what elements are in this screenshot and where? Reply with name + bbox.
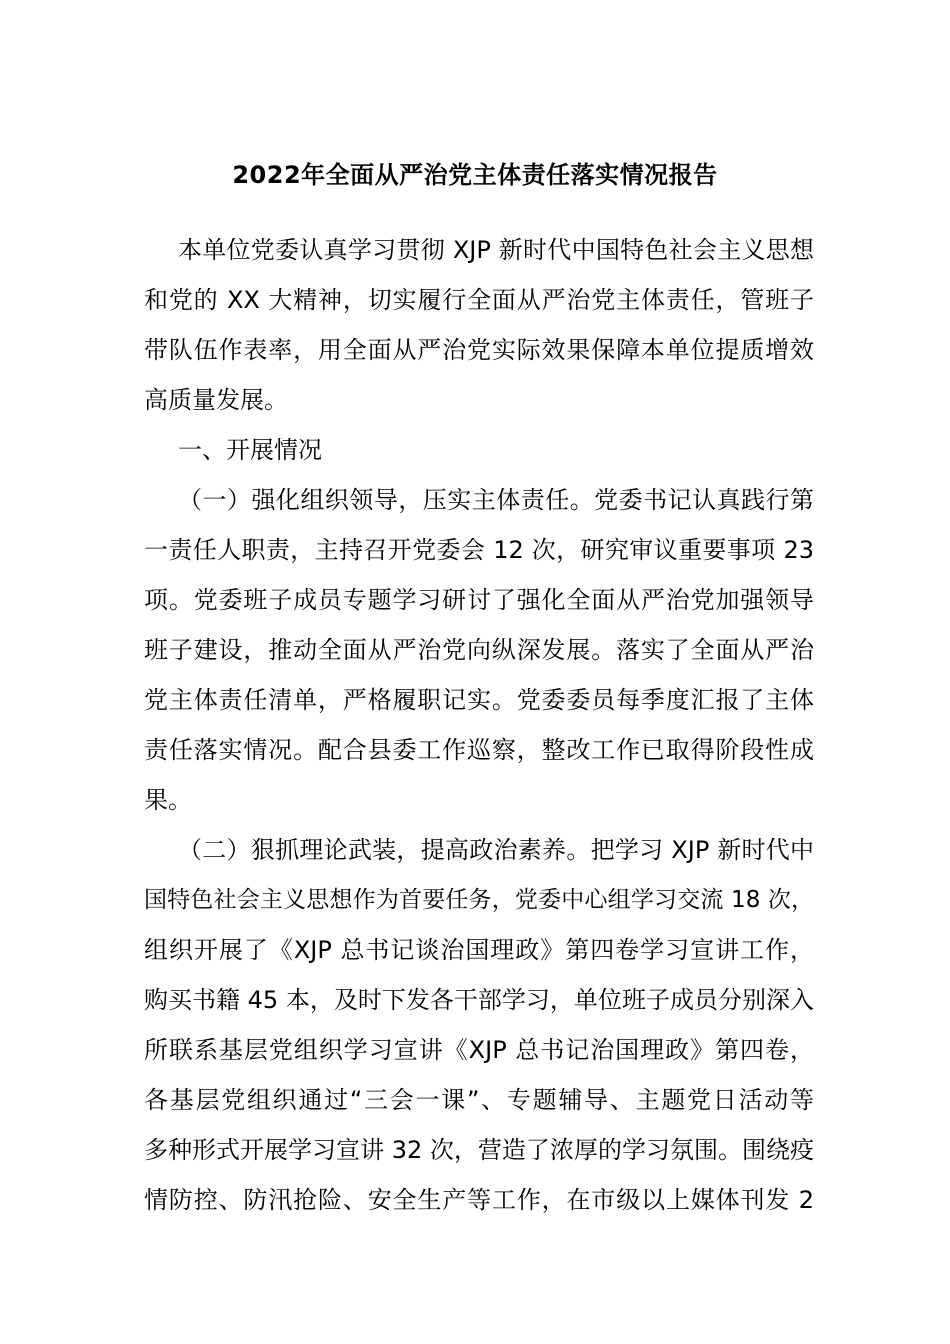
section-heading: 一、开展情况 [178,436,322,464]
paragraph-line: 和党的 XX 大精神，切实履行全面从严治党主体责任，管班子 [144,286,814,314]
paragraph-line: 情防控、防汛抢险、安全生产等工作，在市级以上媒体刊发 2 [144,1186,814,1214]
paragraph-line: 班子建设，推动全面从严治党向纵深发展。落实了全面从严治 [144,636,814,664]
paragraph-line: 本单位党委认真学习贯彻 XJP 新时代中国特色社会主义思想 [178,236,814,264]
paragraph-line: 党主体责任清单，严格履职记实。党委委员每季度汇报了主体 [144,686,814,714]
paragraph-line: 所联系基层党组织学习宣讲《XJP 总书记治国理政》第四卷， [144,1036,814,1064]
paragraph-line: 多种形式开展学习宣讲 32 次，营造了浓厚的学习氛围。围绕疫 [144,1136,814,1164]
paragraph-line: （二）狠抓理论武装，提高政治素养。把学习 XJP 新时代中 [178,836,814,864]
paragraph-line: 责任落实情况。配合县委工作巡察，整改工作已取得阶段性成 [144,736,814,764]
paragraph-line: 果。 [144,786,192,814]
paragraph-line: 高质量发展。 [144,386,288,414]
paragraph-line: 国特色社会主义思想作为首要任务，党委中心组学习交流 18 次， [144,887,814,913]
paragraph-line: 一责任人职责，主持召开党委会 12 次，研究审议重要事项 23 [144,536,814,564]
paragraph-line: （一）强化组织领导，压实主体责任。党委书记认真践行第 [178,486,814,514]
paragraph-line: 带队伍作表率，用全面从严治党实际效果保障本单位提质增效 [144,336,814,364]
document-title: 2022年全面从严治党主体责任落实情况报告 [232,161,718,189]
paragraph-line: 购买书籍 45 本，及时下发各干部学习，单位班子成员分别深入 [144,986,814,1014]
paragraph-line: 项。党委班子成员专题学习研讨了强化全面从严治党加强领导 [144,586,814,614]
paragraph-line: 各基层党组织通过“三会一课”、专题辅导、主题党日活动等 [144,1086,814,1114]
paragraph-line: 组织开展了《XJP 总书记谈治国理政》第四卷学习宣讲工作， [144,936,814,964]
